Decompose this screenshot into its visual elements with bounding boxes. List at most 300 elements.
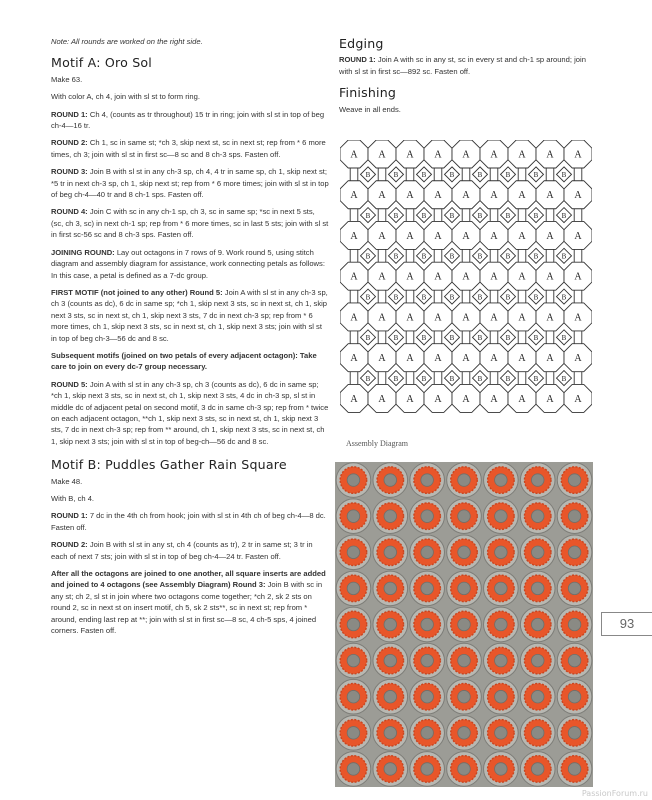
motif-a-round-3 [51,166,329,200]
svg-text:B: B [421,374,427,383]
svg-text:B: B [561,293,567,302]
svg-text:B: B [505,171,511,180]
blanket-motif [373,535,408,570]
motif-b-make: Make 48. [51,476,83,486]
blanket-motif [373,716,408,751]
octagon-motif-a [508,344,536,372]
svg-text:B: B [505,374,511,383]
round-text: Lay out octagons in 7 rows of 9. Work round 5, using stitch diagram and assembly diagram for assistance, work connecting petals as follows: In this case, a petal is defined as a 7-dc group. [51,247,325,280]
svg-text:B: B [477,293,483,302]
blanket-motif [373,571,408,606]
octagon-motif-a [564,262,592,290]
svg-text:B: B [365,374,371,383]
svg-text:A: A [406,230,414,242]
octagon-motif-a [368,140,396,168]
blanket-motif [447,463,482,498]
svg-text:A: A [462,149,470,161]
round-text: Join B with sl st in any st, ch 4 (counts as tr), 2 tr in same st; 3 tr in each of next 7 sts; join with sl st in top of beg ch-4—24 tr. Fasten off. [51,540,313,561]
svg-text:A: A [462,393,470,405]
octagon-motif-a [536,140,564,168]
blanket-motif [373,463,408,498]
svg-text:A: A [350,271,358,283]
octagon-motif-a [480,303,508,331]
square-motif-b [557,289,572,304]
blanket-motif [410,499,445,534]
blanket-motif [447,716,482,751]
blanket-motif [557,643,592,678]
svg-text:B: B [421,211,427,220]
blanket-motif [520,752,555,787]
square-motif-b [557,167,572,182]
blanket-motif [520,535,555,570]
svg-text:B: B [561,252,567,261]
octagon-motif-a [536,262,564,290]
octagon-motif-a [452,181,480,209]
blanket-photo [335,462,593,787]
blanket-motif [484,607,519,642]
svg-text:A: A [406,353,414,365]
motif-b-round-3 [51,568,329,636]
motif-b-intro: With B, ch 4. [51,494,95,503]
svg-text:B: B [561,211,567,220]
motif-a-first-motif [51,287,329,344]
octagon-motif-a [396,303,424,331]
svg-text:B: B [393,171,399,180]
svg-text:A: A [434,312,442,324]
octagon-motif-a [368,303,396,331]
blanket-motif [447,607,482,642]
octagon-motif-a [452,221,480,249]
blanket-motif [447,571,482,606]
octagon-motif-a [508,181,536,209]
octagon-motif-a [452,140,480,168]
octagon-motif-a [508,303,536,331]
blanket-motif [336,716,371,751]
round-text: Join B with sc in any st; ch 2, sl st in join where two octagons come together; *ch 2, sk 2 sts on round 2, sc in next st on insert motif, ch 5, sk 2 sts**, sc in next st; rep from * around, ending last rep at **; join with sl st in first sc—8 sc, 4 ch-5 sps, 4 joined corners. Fasten off. [51,580,323,636]
blanket-motif [336,607,371,642]
blanket-motif [484,571,519,606]
left-column [51,36,329,642]
blanket-motif [520,679,555,714]
blanket-motif [410,535,445,570]
square-motif-b [417,371,432,386]
octagon-motif-a [480,344,508,372]
octagon-motif-a [340,221,368,249]
octagon-motif-a [340,181,368,209]
square-motif-b [529,371,544,386]
blanket-motif [447,499,482,534]
finishing-title: Finishing [339,85,397,101]
octagon-motif-a [536,384,564,412]
svg-text:A: A [378,230,386,242]
square-motif-b [389,167,404,182]
svg-text:A: A [434,271,442,283]
square-motif-b [557,208,572,223]
svg-text:B: B [477,211,483,220]
square-motif-b [557,248,572,263]
round-label: ROUND 1: [339,55,376,65]
svg-text:A: A [518,312,526,324]
svg-text:A: A [406,271,414,283]
svg-text:A: A [574,393,582,405]
blanket-motif [557,716,592,751]
svg-text:B: B [449,293,455,302]
svg-text:A: A [462,230,470,242]
svg-text:A: A [378,312,386,324]
svg-text:A: A [378,149,386,161]
svg-text:B: B [533,374,539,383]
square-motif-b [557,330,572,345]
octagon-motif-a [396,384,424,412]
blanket-motif [520,463,555,498]
octagon-motif-a [564,221,592,249]
square-motif-b [473,289,488,304]
svg-text:A: A [378,393,386,405]
blanket-motif [336,535,371,570]
octagon-motif-a [368,221,396,249]
round-label: After all the octagons are joined to one another, all square inserts are added and joined to 4 octagons (see Assembly Diagram) Round 3: [51,569,326,590]
svg-text:B: B [393,334,399,343]
edging-round-1 [339,54,601,77]
square-motif-b [389,330,404,345]
round-label: ROUND 2: [51,540,88,550]
square-motif-b [361,208,376,223]
blanket-motif [373,643,408,678]
svg-text:A: A [350,230,358,242]
motif-a-title: Motif A: Oro Sol [51,55,153,71]
svg-text:A: A [350,393,358,405]
round-label: ROUND 2: [51,138,88,148]
octagon-motif-a [508,140,536,168]
octagon-motif-a [480,384,508,412]
blanket-motif [484,463,519,498]
blanket-motif [336,643,371,678]
svg-text:B: B [449,334,455,343]
svg-text:A: A [574,149,582,161]
blanket-motif [410,679,445,714]
octagon-motif-a [564,140,592,168]
octagon-motif-a [424,344,452,372]
octagon-motif-a [396,344,424,372]
svg-text:A: A [434,393,442,405]
octagon-motif-a [480,140,508,168]
svg-text:B: B [477,334,483,343]
svg-text:A: A [490,393,498,405]
svg-text:A: A [406,393,414,405]
square-motif-b [473,167,488,182]
svg-text:A: A [546,190,554,202]
svg-text:B: B [421,293,427,302]
blanket-motif [484,535,519,570]
motif-a-subsequent: Subsequent motifs (joined on two petals of every adjacent octagon): Take care to join on every dc-7 group necessary. [51,350,317,372]
svg-text:B: B [505,252,511,261]
blanket-motif [557,679,592,714]
round-text: Join B with sl st in any ch-3 sp, ch 4, 4 tr in same sp, ch 1, skip next st; *5 tr in next ch-3 sp, ch 1, skip next st; rep from * 6 more times; join with sl st in top of beg ch-4—40 tr and 8 ch-1 sps. Fasten off. [51,167,329,200]
svg-text:B: B [421,252,427,261]
svg-text:B: B [505,211,511,220]
round-text: 7 dc in the 4th ch from hook; join with sl st in 4th ch of beg ch-4—8 dc. Fasten off. [51,511,326,532]
square-motif-b [417,208,432,223]
square-motif-b [529,289,544,304]
blanket-motif [520,716,555,751]
svg-text:A: A [574,312,582,324]
blanket-motif [484,643,519,678]
octagon-motif-a [452,384,480,412]
svg-text:B: B [365,211,371,220]
blanket-motif [447,535,482,570]
octagon-motif-a [340,384,368,412]
square-motif-b [529,208,544,223]
svg-text:A: A [490,230,498,242]
svg-text:A: A [350,312,358,324]
svg-text:A: A [546,353,554,365]
square-motif-b [557,371,572,386]
svg-text:A: A [490,149,498,161]
octagon-motif-a [536,181,564,209]
square-motif-b [361,289,376,304]
octagon-motif-a [564,303,592,331]
svg-text:B: B [393,252,399,261]
motif-a-round-5 [51,379,329,447]
octagon-motif-a [396,181,424,209]
octagon-motif-a [452,303,480,331]
blanket-motif [484,499,519,534]
svg-text:A: A [490,312,498,324]
svg-text:B: B [365,293,371,302]
octagon-motif-a [424,384,452,412]
blanket-motif [557,499,592,534]
round-text: Join A with sl st in any ch-3 sp, ch 3 (counts as dc), 6 dc in same sp; *ch 1, skip next 3 sts, sc in next st, ch 1, skip next 3 sts, sc in next st, ch 1, skip next 3 sts, 7 dc in next ch-3 sp; rep from * 6 more times, ch 1, skip next 3 sts, sc in next st, ch 1, skip next 3 sts; join with sl st in top of beg ch-3—56 dc and 8 sc. [51,287,328,343]
motif-a-make: Make 63. [51,74,83,84]
square-motif-b [473,330,488,345]
octagon-motif-a [508,384,536,412]
svg-text:A: A [350,190,358,202]
blanket-motif [557,607,592,642]
svg-text:B: B [449,252,455,261]
blanket-motif [520,499,555,534]
square-motif-b [473,248,488,263]
octagon-motif-a [340,140,368,168]
edging-title: Edging [339,36,384,51]
svg-text:B: B [393,211,399,220]
note: Note: All rounds are worked on the right side. [51,37,203,46]
svg-text:A: A [378,271,386,283]
square-motif-b [501,208,516,223]
svg-text:A: A [462,312,470,324]
blanket-motif [484,752,519,787]
square-motif-b [473,208,488,223]
octagon-motif-a [424,303,452,331]
round-label: ROUND 5: [51,379,88,389]
motif-a-intro: With color A, ch 4, join with sl st to form ring. [51,92,200,102]
octagon-motif-a [536,221,564,249]
square-motif-b [501,167,516,182]
blanket-motif [484,679,519,714]
svg-text:B: B [365,171,371,180]
blanket-motif [336,499,371,534]
svg-text:A: A [406,312,414,324]
svg-text:A: A [546,149,554,161]
blanket-motif [520,643,555,678]
square-motif-b [445,208,460,223]
octagon-motif-a [340,303,368,331]
motif-b-round-1 [51,510,329,533]
square-motif-b [501,289,516,304]
svg-text:B: B [393,293,399,302]
assembly-diagram-caption: Assembly Diagram [346,439,408,448]
blanket-motif [447,679,482,714]
blanket-motif [336,752,371,787]
svg-text:A: A [546,312,554,324]
motif-a-round-4 [51,206,329,240]
square-motif-b [361,167,376,182]
square-motif-b [445,289,460,304]
svg-text:B: B [561,334,567,343]
svg-text:A: A [406,190,414,202]
svg-text:A: A [462,353,470,365]
square-motif-b [445,167,460,182]
square-motif-b [501,330,516,345]
svg-text:B: B [561,374,567,383]
svg-text:A: A [434,149,442,161]
blanket-motif [410,571,445,606]
square-motif-b [417,289,432,304]
svg-text:A: A [406,149,414,161]
octagon-motif-a [564,181,592,209]
blanket-motif [410,716,445,751]
octagon-motif-a [452,344,480,372]
blanket-motif [336,571,371,606]
octagon-motif-a [508,221,536,249]
round-text: Join A with sc in any st, sc in every st and ch-1 sp around; join with sl st in first sc—892 sc. Fasten off. [339,55,586,76]
octagon-motif-a [564,384,592,412]
svg-text:A: A [546,230,554,242]
octagon-motif-a [368,384,396,412]
square-motif-b [361,371,376,386]
svg-text:B: B [421,171,427,180]
blanket-motif [520,571,555,606]
blanket-motif [373,679,408,714]
octagon-motif-a [564,344,592,372]
round-text: Join A with sl st in any ch-3 sp, ch 3 (counts as dc), 6 dc in same sp; *ch 1, skip next 3 sts, sc in next st, ch 1, skip next 3 sts, 4 dc in ch-3 sp, sl st in middle dc of adjacent petal on second motif, 3 dc in same ch-3 sp; rep from * twice on each adjacent octagon, **ch 1, skip next 3 sts, sc in next st, ch 1, skip next 3 sts, 7 dc in next ch-3 sp; rep from ** around, ch 1, skip next 3 sts, sc in next st, ch 1, skip next 3 sts; join with sl st in top of beg-ch—56 dc and 8 sc. [51,379,329,446]
octagon-motif-a [368,181,396,209]
page-number: 93 [601,612,652,636]
blanket-motif [410,643,445,678]
blanket-motif [373,607,408,642]
octagon-motif-a [424,221,452,249]
svg-text:A: A [518,230,526,242]
blanket-motif [410,607,445,642]
square-motif-b [501,248,516,263]
octagon-motif-a [480,262,508,290]
svg-text:B: B [449,171,455,180]
square-motif-b [529,248,544,263]
blanket-motif [520,607,555,642]
svg-text:B: B [477,374,483,383]
svg-text:B: B [365,334,371,343]
octagon-motif-a [396,262,424,290]
octagon-motif-a [424,262,452,290]
svg-text:A: A [350,149,358,161]
svg-text:B: B [533,293,539,302]
svg-text:A: A [518,393,526,405]
round-text: Join C with sc in any ch-1 sp, ch 3, sc in same sp; *sc in next 5 sts, (sc, ch 3, sc) in next ch-1 sp; rep from * 6 more times, sc in last 5 sts; join with sl st in first sc-56 sc and 8 ch-3 sps. Fasten off. [51,207,329,240]
blanket-motif [447,643,482,678]
svg-text:B: B [533,211,539,220]
octagon-motif-a [480,181,508,209]
svg-text:B: B [421,334,427,343]
octagon-motif-a [508,262,536,290]
svg-text:B: B [365,252,371,261]
blanket-motif [447,752,482,787]
blanket-motif [336,463,371,498]
assembly-diagram [340,140,592,428]
square-motif-b [389,371,404,386]
octagon-motif-a [536,344,564,372]
square-motif-b [417,167,432,182]
svg-text:A: A [490,190,498,202]
square-motif-b [473,371,488,386]
svg-text:A: A [546,393,554,405]
square-motif-b [445,371,460,386]
octagon-motif-a [368,344,396,372]
blanket-motif [373,499,408,534]
svg-text:A: A [546,271,554,283]
svg-text:B: B [477,171,483,180]
svg-text:A: A [434,190,442,202]
svg-text:A: A [574,353,582,365]
octagon-motif-a [396,140,424,168]
svg-text:A: A [518,271,526,283]
svg-text:A: A [462,190,470,202]
blanket-motif [557,535,592,570]
svg-text:A: A [574,271,582,283]
square-motif-b [445,330,460,345]
square-motif-b [417,248,432,263]
svg-text:A: A [518,149,526,161]
square-motif-b [445,248,460,263]
motif-a-joining-round [51,247,329,281]
round-label: ROUND 1: [51,109,88,119]
svg-text:A: A [378,190,386,202]
round-label: ROUND 3: [51,167,88,177]
svg-text:B: B [505,334,511,343]
round-label: FIRST MOTIF (not joined to any other) Round 5: [51,287,223,297]
svg-text:A: A [574,230,582,242]
svg-text:B: B [533,334,539,343]
octagon-motif-a [480,221,508,249]
svg-text:A: A [350,353,358,365]
square-motif-b [501,371,516,386]
octagon-motif-a [396,221,424,249]
round-label: ROUND 4: [51,207,88,217]
blanket-motif [557,571,592,606]
square-motif-b [529,167,544,182]
svg-text:A: A [434,230,442,242]
square-motif-b [361,330,376,345]
blanket-motif [373,752,408,787]
svg-text:B: B [449,211,455,220]
svg-text:B: B [561,171,567,180]
blanket-motif [484,716,519,751]
octagon-motif-a [424,140,452,168]
square-motif-b [389,208,404,223]
round-text: Ch 4, (counts as tr throughout) 15 tr in ring; join with sl st in top of beg ch-4—16 tr. [51,109,325,131]
svg-text:A: A [490,271,498,283]
blanket-motif [410,752,445,787]
svg-text:B: B [449,374,455,383]
blanket-motif [557,752,592,787]
